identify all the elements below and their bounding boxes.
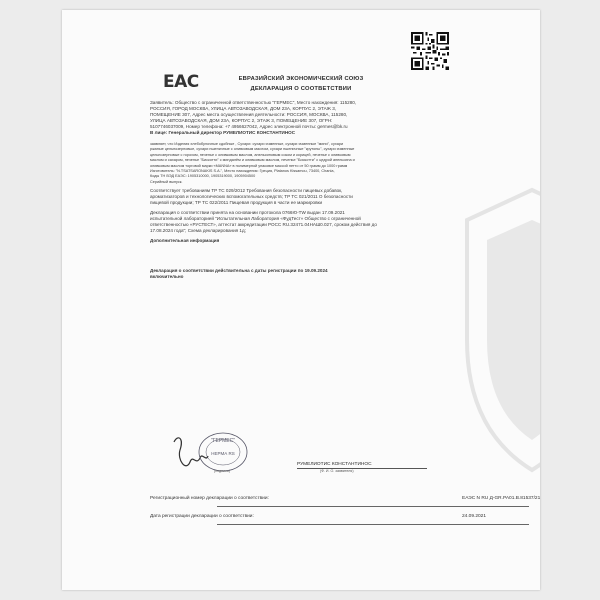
applicant-section (150, 100, 502, 137)
applicant-line: ПОМЕЩЕНИЕ 307, Адрес места осуществления деятельности: РОССИЯ, МОСКВА, 115280, (150, 112, 348, 118)
basis-line: испытательной лабораторией "Испытательная Лаборатория «ФудТест» Общество с ограниченной (150, 216, 361, 222)
svg-text:НЕРМА RS: НЕРМА RS (211, 451, 235, 456)
applicant-name: РУМЕЛИОТИС КОНСТАНТИНОС (297, 462, 427, 469)
validity-line: включительно (150, 274, 184, 280)
representative-line: В лице: Генеральный директор РУМЕЛИОТИС КОНСТАНТИНОС (150, 130, 296, 136)
registration-number-row (150, 496, 540, 501)
registration-date: 24.09.2021 (462, 514, 487, 519)
qr-code (411, 32, 449, 70)
validity-section (150, 268, 502, 280)
basis-line: Декларация о соответствии принята на основании протокола 0766Ю-TW выдан 17.09.2021 (150, 210, 345, 215)
conformity-line: ароматизаторов и технологических вспомогательных средств; ТР ТС 021/2011 О безопасности (150, 194, 353, 200)
basis-line: ответственностью «РУСТЕСТ», аттестат аккредитации РОСС RU.32471.04НАШ0.027, сроком действия до (150, 222, 377, 228)
product-line: оливковым маслом торговой марки «MANNA» в полимерной упаковке массой нетто от 50 грамм до 1000 грамм (150, 163, 348, 168)
product-line: маслом и сахаром, печенье "Бискотти" с миндалём и оливковым маслом, печенье "Бискотти" с цедрой апельсина и (150, 158, 355, 163)
stamp-text: "ГЕРМЕС" (211, 438, 235, 444)
divider (217, 524, 529, 525)
applicant-line: Заявитель: Общество с ограниченной ответственностью "ГЕРМЕС", Место нахождения: 115280, (150, 100, 357, 105)
serial-line: Серийный выпуск. (150, 179, 183, 184)
signature-and-stamp (166, 432, 426, 482)
registration-number-label: Регистрационный номер декларации о соответствии: (150, 496, 269, 501)
product-section (150, 142, 502, 185)
product-line: заявляет, что Изделия хлебобулочные сдобные , Сухари: сухари ячменные, сухари ячменные "мини", сухари (150, 142, 344, 146)
registration-date-label: Дата регистрации декларации о соответствии: (150, 514, 254, 519)
additional-info-heading: Дополнительная информация (150, 238, 220, 243)
product-line: цельнозерновые с горохом, печенье с оливковым маслом, апельсиновым соком и корицей, печенье с оливковым (150, 152, 351, 157)
declaration-sheet (62, 10, 540, 590)
registration-date-row (150, 514, 487, 519)
applicant-line: РОССИЯ, ГОРОД МОСКВА, УЛИЦА АВТОЗАВОДСКАЯ, ДОМ 23А, КОРПУС 2, ЭТАЖ 3, (150, 106, 337, 112)
name-caption: (Ф. И. О. заявителя) (320, 469, 354, 473)
validity-line: Декларация о соответствии действительна с даты регистрации по 19.09.2024 (150, 268, 328, 273)
document-title: ДЕКЛАРАЦИЯ О СООТВЕТСТВИИ (250, 86, 352, 92)
hs-codes-line: Коды ТН ВЭД ЕАЭС: 1905310000, 1905319000, 1905904500 (150, 174, 256, 179)
registration-number: ЕАЭС N RU Д-GR.РА01.В.81537/21 (462, 496, 540, 501)
product-line: ржаные цельнозерновые, сухари пшеничные с оливковым маслом, сухари пшеничные "крутоны", сухари ячменные (150, 147, 355, 152)
union-heading: ЕВРАЗИЙСКИЙ ЭКОНОМИЧЕСКИЙ СОЮЗ (238, 76, 364, 82)
divider (217, 506, 529, 507)
conformity-line: Соответствует требованиям ТР ТС 029/2012 Требования безопасности пищевых добавок, (150, 188, 343, 193)
basis-section (150, 210, 502, 234)
conformity-line: пищевой продукции; ТР ТС 022/2011 Пищевая продукция в части ее маркировки (150, 200, 323, 206)
eac-mark: ЕАС (163, 72, 199, 92)
applicant-line: УЛИЦА АВТОЗАВОДСКАЯ, ДОМ 23А, КОРПУС 2, ЭТАЖ 3, ПОМЕЩЕНИЕ 307, ОГРН: (150, 118, 333, 124)
conformity-section (150, 188, 502, 206)
manufacturer-line: Изготовитель: "N.TSATSARONAKIS S.A.", Место нахождения: Греция, Platanos Kissamou, 73400, Chania, (150, 169, 335, 174)
applicant-line: 5107746037009, Номер телефона: +7 4956627042, Адрес электронной почты: germes@bk.ru (150, 124, 348, 130)
basis-line: 17.08.2024 года"; Схема декларирования 1д; (150, 228, 246, 234)
signature-caption: (подпись) (214, 469, 230, 473)
